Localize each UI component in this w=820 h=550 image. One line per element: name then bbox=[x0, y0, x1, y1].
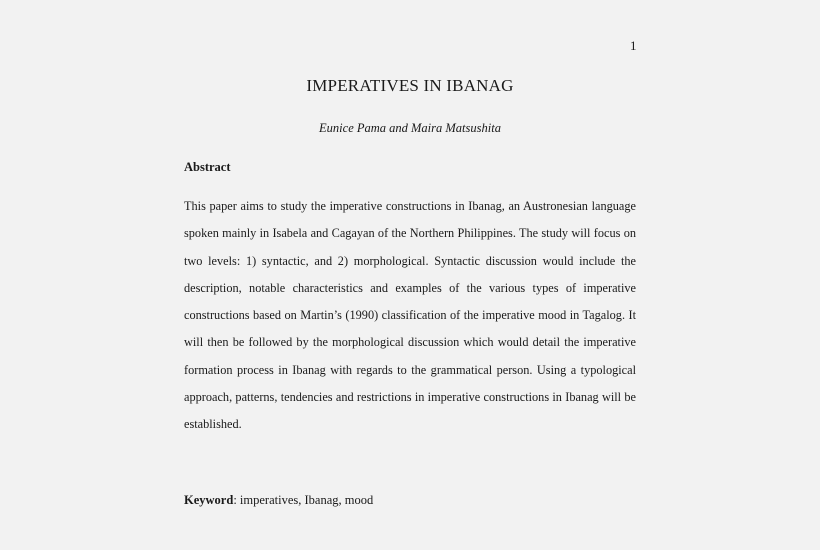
page-number: 1 bbox=[630, 38, 637, 53]
keywords-separator: : bbox=[233, 493, 240, 507]
abstract-heading: Abstract bbox=[184, 160, 231, 174]
paper-authors: Eunice Pama and Maira Matsushita bbox=[319, 121, 501, 135]
paper-title: IMPERATIVES IN IBANAG bbox=[306, 76, 514, 95]
keywords-line bbox=[184, 493, 373, 508]
keywords-values: imperatives, Ibanag, mood bbox=[239, 493, 374, 507]
abstract-body: This paper aims to study the imperative constructions in Ibanag, an Austronesian language spoken mainly in Isabela and Cagayan of the Northern Philippines. The study will focus on two levels: 1) syntactic, and 2) morphological. Syntactic discussion would include the description, notable characteristics and examples of the various types of imperative constructions based on Martin’s (1990) classification of the imperative mood in Tagalog. It will then be followed by the morphological discussion which would detail the imperative formation process in Ibanag with regards to the grammatical person. Using a typological approach, patterns, tendencies and restrictions in imperative constructions in Ibanag will be established. bbox=[184, 199, 636, 432]
keywords-label: Keyword bbox=[184, 493, 234, 507]
